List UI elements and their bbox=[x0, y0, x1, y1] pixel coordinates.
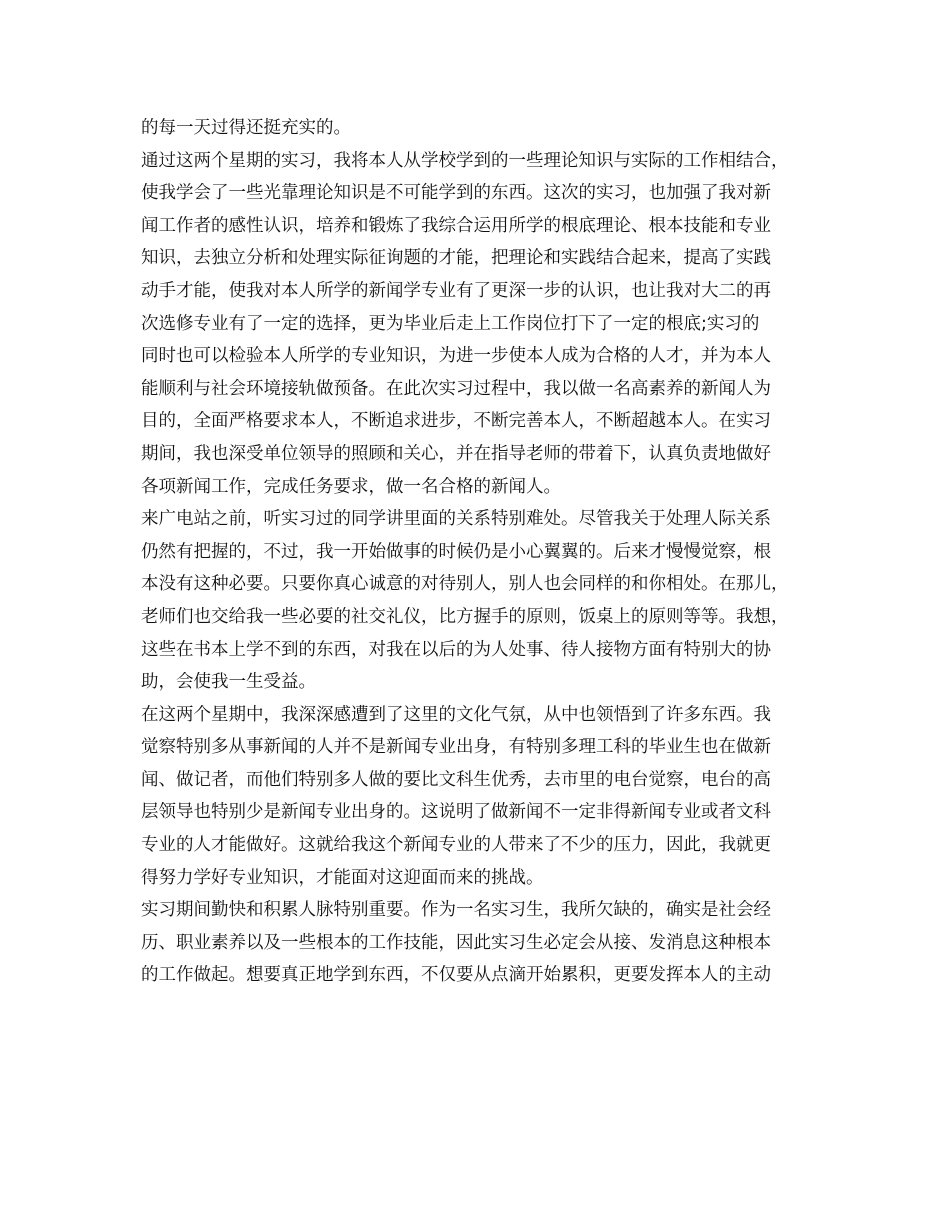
text-line: 专业的人才能做好。这就给我这个新闻专业的人带来了不少的压力，因此，我就更 bbox=[141, 835, 771, 856]
text-line: 来广电站之前，听实习过的同学讲里面的关系特别难处。尽管我关于处理人际关系 bbox=[141, 509, 771, 530]
text-line: 能顺利与社会环境接轨做预备。在此次实习过程中，我以做一名高素养的新闻人为 bbox=[141, 378, 771, 399]
text-line: 通过这两个星期的实习，我将本人从学校学到的一些理论知识与实际的工作相结合， bbox=[141, 150, 789, 171]
text-line: 历、职业素养以及一些根本的工作技能，因此实习生必定会从接、发消息这种根本 bbox=[141, 932, 771, 953]
text-line: 本没有这种必要。只要你真心诚意的对待别人，别人也会同样的和你相处。在那儿， bbox=[141, 574, 789, 595]
text-line: 老师们也交给我一些必要的社交礼仪，比方握手的原则，饭桌上的原则等等。我想， bbox=[141, 606, 789, 627]
text-line: 目的，全面严格要求本人，不断追求进步，不断完善本人，不断超越本人。在实习 bbox=[141, 411, 771, 432]
text-line: 在这两个星期中，我深深感遭到了这里的文化气氛，从中也领悟到了许多东西。我 bbox=[141, 704, 771, 725]
text-line: 动手才能，使我对本人所学的新闻学专业有了更深一步的认识，也让我对大二的再 bbox=[141, 280, 771, 301]
text-line: 知识，去独立分析和处理实际征询题的才能，把理论和实践结合起来，提高了实践 bbox=[141, 248, 771, 269]
text-line: 的每一天过得还挺充实的。 bbox=[141, 118, 351, 138]
text-line: 各项新闻工作，完成任务要求，做一名合格的新闻人。 bbox=[141, 476, 561, 497]
text-line: 的工作做起。想要真正地学到东西，不仅要从点滴开始累积，更要发挥本人的主动 bbox=[141, 965, 771, 986]
text-line: 期间，我也深受单位领导的照顾和关心，并在指导老师的带着下，认真负责地做好 bbox=[141, 443, 771, 464]
text-line: 同时也可以检验本人所学的专业知识，为进一步使本人成为合格的人才，并为本人 bbox=[141, 346, 771, 367]
text-line: 助，会使我一生受益。 bbox=[141, 672, 316, 693]
text-line: 仍然有把握的，不过，我一开始做事的时候仍是小心翼翼的。后来才慢慢觉察，根 bbox=[141, 541, 771, 562]
text-line: 层领导也特别少是新闻专业出身的。这说明了做新闻不一定非得新闻专业或者文科 bbox=[141, 802, 771, 823]
text-line: 觉察特别多从事新闻的人并不是新闻专业出身，有特别多理工科的毕业生也在做新 bbox=[141, 737, 771, 758]
text-line: 闻工作者的感性认识，培养和锻炼了我综合运用所学的根底理论、根本技能和专业 bbox=[141, 215, 771, 236]
text-line: 使我学会了一些光靠理论知识是不可能学到的东西。这次的实习，也加强了我对新 bbox=[141, 183, 771, 204]
text-line: 这些在书本上学不到的东西，对我在以后的为人处事、待人接物方面有特别大的协 bbox=[141, 639, 771, 660]
text-line: 闻、做记者，而他们特别多人做的要比文科生优秀，去市里的电台觉察，电台的高 bbox=[141, 769, 771, 790]
text-line: 实习期间勤快和积累人脉特别重要。作为一名实习生，我所欠缺的，确实是社会经 bbox=[141, 900, 771, 921]
body-text bbox=[141, 112, 813, 992]
text-line: 得努力学好专业知识，才能面对这迎面而来的挑战。 bbox=[141, 867, 544, 888]
text-line: 次选修专业有了一定的选择，更为毕业后走上工作岗位打下了一定的根底;实习的 bbox=[141, 313, 760, 334]
